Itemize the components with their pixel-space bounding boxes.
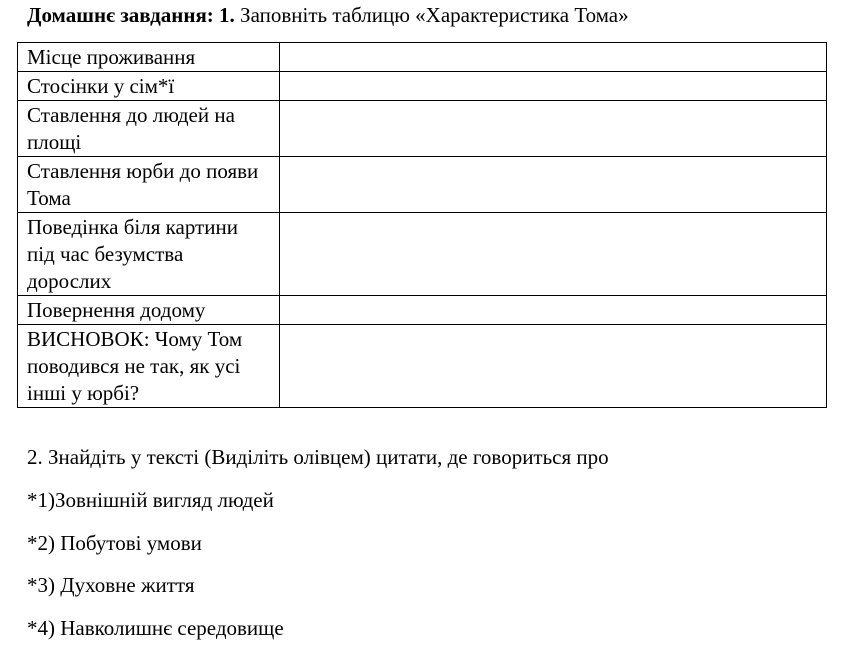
row-label: Ставлення до людей на площі — [18, 101, 280, 157]
homework-heading-text: Заповніть таблицю «Характеристика Тома» — [234, 3, 629, 27]
answer-cell[interactable] — [280, 43, 827, 72]
row-label: Ставлення юрби до появи Тома — [18, 157, 280, 213]
answer-cell[interactable] — [280, 296, 827, 325]
table-row — [18, 325, 827, 408]
question-2-item: *4) Навколишнє середовище — [27, 616, 284, 640]
table-row — [18, 72, 827, 101]
table-row — [18, 101, 827, 157]
table-row — [18, 43, 827, 72]
question-2-text: 2. Знайдіть у тексті (Виділіть олівцем) цитати, де говориться про — [27, 445, 609, 469]
question-2-item: *3) Духовне життя — [27, 573, 195, 597]
table-row — [18, 213, 827, 296]
answer-cell[interactable] — [280, 213, 827, 296]
character-table — [17, 42, 827, 408]
table-row — [18, 296, 827, 325]
row-label: Стосінки у сім*ї — [18, 72, 280, 101]
row-label: Місце проживання — [18, 43, 280, 72]
table-row — [18, 157, 827, 213]
answer-cell[interactable] — [280, 157, 827, 213]
homework-heading — [27, 2, 629, 28]
row-label: Повернення додому — [18, 296, 280, 325]
row-label: ВИСНОВОК: Чому Том поводився не так, як усі інші у юрбі? — [18, 325, 280, 408]
homework-heading-bold: Домашнє завдання: 1. — [27, 3, 235, 27]
question-2-item: *1)Зовнішній вигляд людей — [27, 488, 274, 512]
answer-cell[interactable] — [280, 325, 827, 408]
answer-cell[interactable] — [280, 72, 827, 101]
row-label: Поведінка біля картини під час безумства дорослих — [18, 213, 280, 296]
answer-cell[interactable] — [280, 101, 827, 157]
question-2-item: *2) Побутові умови — [27, 531, 202, 555]
